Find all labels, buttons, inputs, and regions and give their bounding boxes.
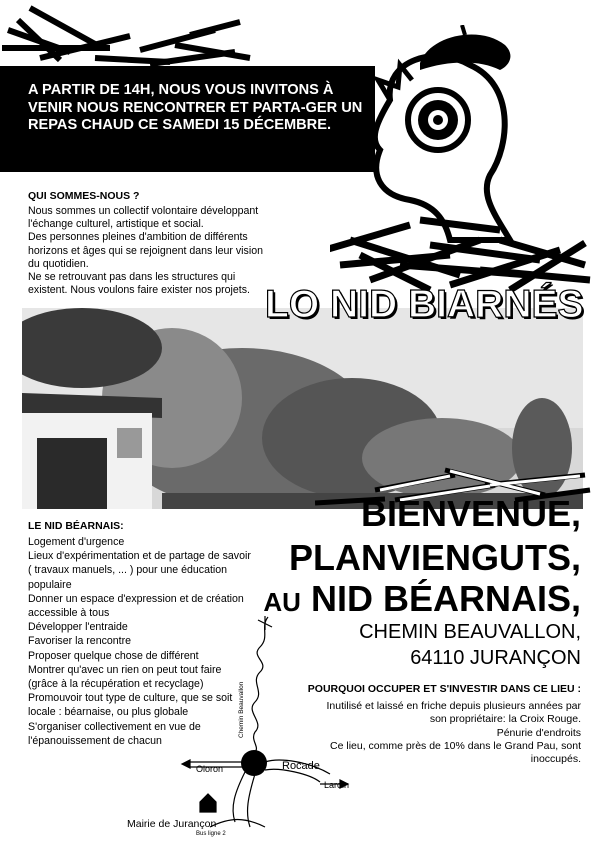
map-label-rocade: Rocade: [282, 760, 320, 772]
who-section-title: QUI SOMMES-NOUS ?: [28, 190, 140, 202]
list-item: Promouvoir tout type de culture, que se soit locale : béarnaise, ou plus globale: [28, 692, 233, 719]
address-city: 64110 JURANÇON: [410, 647, 581, 669]
why-section-title: POURQUOI OCCUPER ET S'INVESTIR DANS CE LIEU :: [307, 683, 581, 695]
address-street: CHEMIN BEAUVALLON,: [359, 621, 581, 643]
list-item: S'organiser collectivement en vue de l'épanouissement de chacun: [28, 720, 201, 747]
who-paragraph: Des personnes pleines d'ambition de différents horizons et âges qui se rejoignent dans leur vision du quotidien.: [28, 231, 263, 270]
list-item: Logement d'urgence: [28, 536, 125, 548]
list-item: Favoriser la rencontre: [28, 635, 132, 648]
welcome-line-1: BIENVENUE,: [360, 493, 581, 534]
nid-section-title: LE NID BÉARNAIS:: [28, 520, 124, 532]
event-banner-text: A PARTIR DE 14H, NOUS VOUS INVITONS À VENIR NOUS RENCONTRER ET PARTA-GER UN REPAS CHAUD CE SAMEDI 15 DÉCEMBRE.: [28, 82, 363, 133]
list-item: Donner un espace d'expression et de création accessible à tous: [28, 592, 244, 620]
map-label-oloron: Oloron: [196, 764, 224, 774]
who-paragraph: Ne se retrouvant pas dans les structures qui existent. Nous voulons faire exister nos projets.: [28, 271, 250, 297]
welcome-line-2: PLANVIENGUTS,: [288, 537, 581, 578]
welcome-au: AU: [263, 587, 301, 617]
why-paragraph: Inutilisé et laissé en friche depuis plusieurs années par son propriétaire: la Croix Rouge.: [326, 700, 581, 726]
poster-title: LO NID BIARNÉS: [265, 283, 584, 326]
who-section-body: [28, 205, 276, 297]
list-item: Lieux d'expérimentation et de partage de savoir ( travaux manuels, ... ) pour une éducation populaire: [28, 550, 251, 591]
map-label-chemin: Chemin Beauvallon: [238, 681, 245, 738]
list-item: Développer l'entraide: [28, 621, 128, 634]
map-label-bus: Bus ligne 2: [196, 831, 226, 837]
map-label-laroin: Laroin: [324, 780, 350, 790]
nest-scribble-top: [0, 0, 260, 75]
welcome-nid: NID BÉARNAIS,: [300, 578, 581, 619]
why-paragraph: Pénurie d'endroits: [496, 726, 581, 739]
list-item: Proposer quelque chose de différent: [28, 649, 199, 662]
map-label-mairie: Mairie de Jurançon: [127, 818, 217, 830]
list-item: Montrer qu'avec un rien on peut tout faire (grâce à la récupération et recyclage): [28, 663, 222, 691]
why-paragraph: Ce lieu, comme près de 10% dans le Grand Pau, sont inoccupés.: [330, 739, 581, 766]
access-map: [170, 612, 355, 842]
who-paragraph: Nous sommes un collectif volontaire développant l'échange culturel, artistique et social.: [28, 205, 259, 231]
